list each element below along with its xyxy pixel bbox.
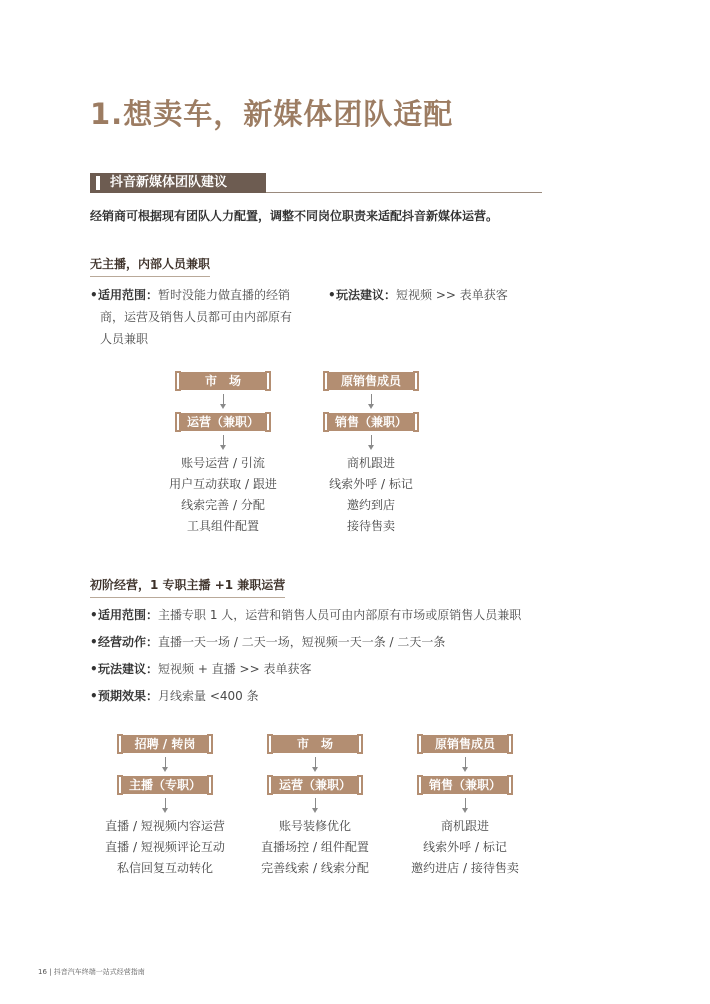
part2-title: 初阶经营，1 专职主播 +1 兼职运营 — [90, 578, 286, 592]
scope-line: 暂时没能力做直播的经销 — [158, 288, 291, 302]
part2-bullet — [90, 658, 550, 680]
role-label: 运营（兼职） — [179, 413, 267, 431]
bullet-text: 主播专职 1 人，运营和销售人员可由内部原有市场或原销售人员兼职 — [158, 608, 522, 622]
bullet-label: 玩法建议： — [98, 662, 159, 676]
part2-bullet — [90, 631, 550, 653]
role-box — [417, 734, 513, 754]
duty-item: 工具组件配置 — [186, 519, 259, 533]
scope-label: 适用范围： — [98, 288, 159, 302]
role-box — [117, 734, 213, 754]
arrow-down-icon — [410, 795, 520, 816]
role-label: 原销售成员 — [421, 735, 509, 753]
duty-item: 完善线索 / 线索分配 — [261, 861, 369, 875]
section-title: 抖音新媒体团队建议 — [90, 173, 266, 193]
bullet-icon: • — [90, 635, 98, 649]
duty-list — [230, 816, 400, 879]
duty-list — [138, 453, 308, 537]
arrow-down-icon — [168, 432, 278, 453]
play-label: 玩法建议： — [336, 288, 397, 302]
part2-column-market — [260, 734, 370, 879]
bullet-label: 经营动作： — [98, 635, 159, 649]
duty-item: 线索外呼 / 标记 — [329, 477, 413, 491]
duty-item: 用户互动获取 / 跟进 — [169, 477, 277, 491]
duty-list — [380, 816, 550, 879]
part1-column-market — [168, 371, 278, 537]
page-footer: 16 | 抖音汽车终端一站式经营指南 — [38, 968, 145, 976]
role-box — [417, 775, 513, 795]
role-box — [323, 371, 419, 391]
role-label: 市 场 — [271, 735, 359, 753]
arrow-down-icon — [260, 754, 370, 775]
part2-column-anchor — [105, 734, 225, 879]
part2-column-sales — [410, 734, 520, 879]
arrow-down-icon — [168, 391, 278, 412]
section-header — [90, 173, 542, 193]
intro-text: 经销商可根据现有团队人力配置，调整不同岗位职责来适配抖音新媒体运营。 — [90, 209, 499, 223]
bullet-icon: • — [90, 662, 98, 676]
bullet-text: 月线索量 <400 条 — [158, 689, 259, 703]
role-label: 销售（兼职） — [421, 776, 509, 794]
duty-list — [80, 816, 250, 879]
duty-item: 商机跟进 — [440, 819, 489, 833]
role-label: 市 场 — [179, 372, 267, 390]
role-box — [267, 734, 363, 754]
arrow-down-icon — [316, 391, 426, 412]
role-label: 招聘 / 转岗 — [121, 735, 209, 753]
duty-item: 直播 / 短视频内容运营 — [105, 819, 225, 833]
duty-item: 账号运营 / 引流 — [181, 456, 265, 470]
arrow-down-icon — [260, 795, 370, 816]
play-text: 短视频 >> 表单获客 — [396, 288, 508, 302]
role-label: 主播（专职） — [121, 776, 209, 794]
duty-item: 账号装修优化 — [278, 819, 351, 833]
role-box — [267, 775, 363, 795]
duty-item: 接待售卖 — [346, 519, 395, 533]
arrow-down-icon — [110, 795, 220, 816]
part1-column-sales — [316, 371, 426, 537]
bullet-label: 适用范围： — [98, 608, 159, 622]
arrow-down-icon — [316, 432, 426, 453]
part1-scope — [90, 284, 315, 350]
bullet-icon: • — [90, 608, 98, 622]
part1-title: 无主播，内部人员兼职 — [90, 257, 211, 271]
role-box — [117, 775, 213, 795]
duty-list — [286, 453, 456, 537]
bullet-icon: • — [90, 689, 98, 703]
part2-bullet — [90, 604, 550, 626]
bullet-text: 短视频 + 直播 >> 表单获客 — [158, 662, 312, 676]
bullet-label: 预期效果： — [98, 689, 159, 703]
duty-item: 线索外呼 / 标记 — [423, 840, 507, 854]
bullet-icon: • — [90, 288, 98, 302]
arrow-down-icon — [410, 754, 520, 775]
duty-item: 直播 / 短视频评论互动 — [105, 840, 225, 854]
scope-line: 商，运营及销售人员都可由内部原有 — [100, 310, 293, 324]
scope-line: 人员兼职 — [100, 332, 149, 346]
arrow-down-icon — [110, 754, 220, 775]
bullet-text: 直播一天一场 / 二天一场，短视频一天一条 / 二天一条 — [158, 635, 446, 649]
part1-play — [328, 284, 548, 306]
role-label: 原销售成员 — [327, 372, 415, 390]
role-box — [175, 412, 271, 432]
duty-item: 线索完善 / 分配 — [181, 498, 265, 512]
duty-item: 直播场控 / 组件配置 — [261, 840, 369, 854]
duty-item: 商机跟进 — [346, 456, 395, 470]
role-label: 销售（兼职） — [327, 413, 415, 431]
role-box — [175, 371, 271, 391]
role-box — [323, 412, 419, 432]
duty-item: 邀约到店 — [346, 498, 395, 512]
duty-item: 私信回复互动转化 — [116, 861, 213, 875]
part2-bullet — [90, 685, 550, 707]
page-title: 1.想卖车，新媒体团队适配 — [90, 97, 454, 131]
role-label: 运营（兼职） — [271, 776, 359, 794]
bullet-icon: • — [328, 288, 336, 302]
duty-item: 邀约进店 / 接待售卖 — [411, 861, 519, 875]
